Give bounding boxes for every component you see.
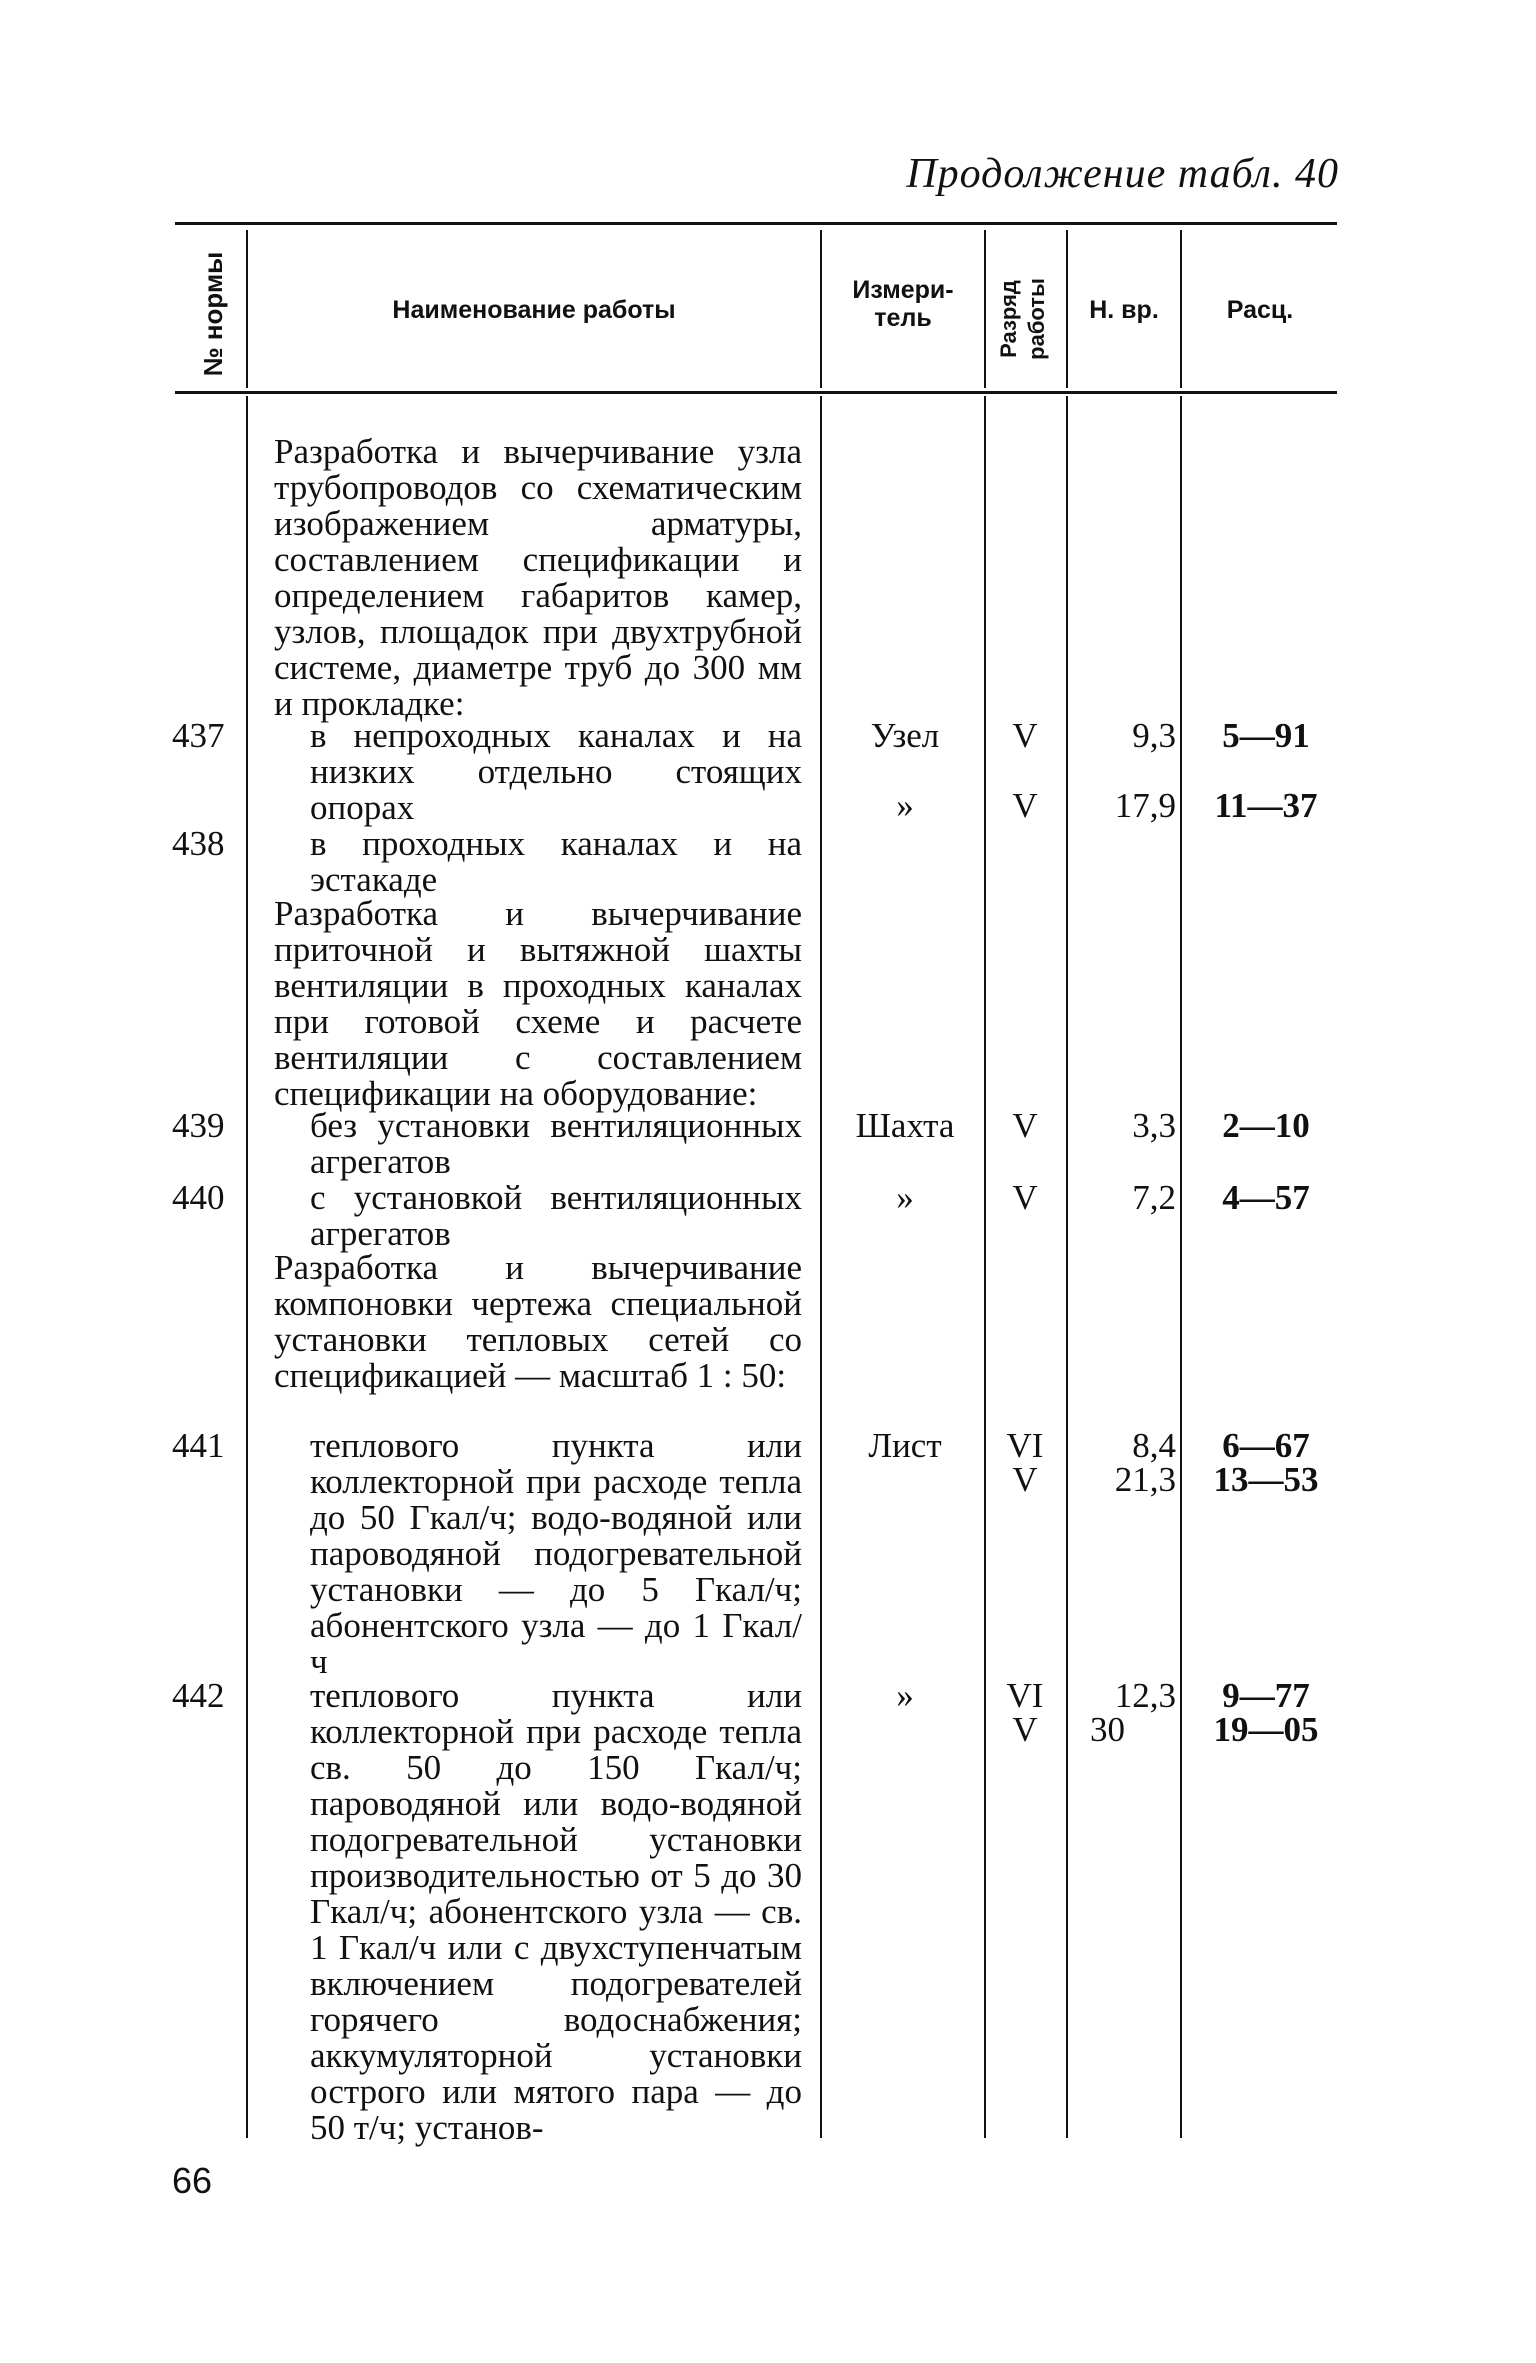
header-grade: Разряд работы	[996, 278, 1049, 360]
norm-number: 438	[172, 824, 225, 863]
rate-value: 5—91	[1222, 716, 1310, 755]
header-bottom-rule	[175, 391, 1337, 394]
header-work-name: Наименование работы	[392, 296, 676, 324]
hours-value: 9,3	[1132, 716, 1176, 755]
body-divider-4	[1066, 396, 1068, 2138]
rate-value-second: 13—53	[1213, 1460, 1319, 1499]
header-top-rule	[175, 222, 1337, 225]
unit-value: »	[896, 786, 914, 825]
col-divider-1	[246, 230, 248, 388]
hours-value-second: 30	[1090, 1710, 1125, 1749]
body-divider-3	[984, 396, 986, 2138]
section-intro-pipe-node: Разработка и вычерчивание узла трубопроводов со схематическим изображением арматуры, составлением спецификации и определением габаритов камер, узлов, площадок при двухтрубной системе, диаметре труб до 300 мм и прокладке:	[274, 432, 802, 723]
rate-value: 9—77	[1222, 1676, 1310, 1715]
section-intro-heat-installation: Разработка и вычерчивание компоновки чертежа специальной установки тепловых сетей со спецификацией — масштаб 1 : 50:	[274, 1248, 802, 1395]
header-hours: Н. вр.	[1089, 296, 1159, 324]
grade-value: V	[1012, 786, 1038, 825]
page-number: 66	[172, 2160, 213, 2201]
grade-value-second: V	[1012, 1460, 1038, 1499]
header-rate: Расц.	[1226, 296, 1294, 324]
grade-value: V	[1012, 716, 1038, 755]
norm-number: 437	[172, 716, 225, 755]
norm-number: 442	[172, 1676, 225, 1715]
rate-value: 6—67	[1222, 1426, 1310, 1465]
hours-value-second: 21,3	[1114, 1460, 1176, 1499]
rate-value: 4—57	[1222, 1178, 1310, 1217]
hours-value: 17,9	[1114, 786, 1176, 825]
hours-value: 7,2	[1132, 1178, 1176, 1217]
col-divider-5	[1180, 230, 1182, 388]
work-description: с установкой вентиляционных агрегатов	[310, 1178, 802, 1253]
grade-value: V	[1012, 1106, 1038, 1145]
norm-number: 441	[172, 1426, 225, 1465]
body-divider-2	[820, 396, 822, 2138]
grade-value: VI	[1006, 1426, 1044, 1465]
col-divider-4	[1066, 230, 1068, 388]
unit-value: »	[896, 1178, 914, 1217]
norm-number: 439	[172, 1106, 225, 1145]
unit-value: Лист	[868, 1426, 942, 1465]
table-caption: Продолжение табл. 40	[906, 151, 1339, 197]
rate-value: 2—10	[1222, 1106, 1310, 1145]
work-description: в проходных каналах и на эстакаде	[310, 824, 802, 899]
col-divider-3	[984, 230, 986, 388]
grade-value-second: V	[1012, 1710, 1038, 1749]
unit-value: Шахта	[855, 1106, 955, 1145]
header-norm-no: № нормы	[198, 251, 228, 377]
body-divider-5	[1180, 396, 1182, 2138]
grade-value: VI	[1006, 1676, 1044, 1715]
body-divider-1	[246, 396, 248, 2138]
col-divider-2	[820, 230, 822, 388]
section-intro-ventilation: Разработка и вычерчивание приточной и вытяжной шахты вентиляции в проходных каналах при готовой схеме и расчете вентиляции с составлением спецификации на оборудование:	[274, 894, 802, 1113]
header-unit: Измери- тель	[852, 276, 954, 332]
hours-value: 8,4	[1132, 1426, 1176, 1465]
work-description: без установки вентиляционных агрегатов	[310, 1106, 802, 1181]
unit-value: »	[896, 1676, 914, 1715]
norm-number: 440	[172, 1178, 225, 1217]
work-description: в непроходных каналах и на низких отдельно стоящих опорах	[310, 716, 802, 827]
unit-value: Узел	[870, 716, 940, 755]
hours-value: 12,3	[1114, 1676, 1176, 1715]
work-description: теплового пункта или коллекторной при расходе тепла св. 50 до 150 Гкал/ч; пароводяной или водо-водяной подогревательной установки производительностью от 5 до 30 Гкал/ч; абонентского узла — св. 1 Гкал/ч или с двухступенчатым включением подогревателей горячего водоснабжения; аккумуляторной установки острого или мятого пара — до 50 т/ч; установ-	[310, 1676, 802, 2147]
work-description: теплового пункта или коллекторной при расходе тепла до 50 Гкал/ч; водо-водяной или пароводяной подогревательной установки — до 5 Гкал/ч; абонентского узла — до 1 Гкал/ч	[310, 1426, 802, 1681]
grade-value: V	[1012, 1178, 1038, 1217]
rate-value-second: 19—05	[1213, 1710, 1319, 1749]
hours-value: 3,3	[1132, 1106, 1176, 1145]
rate-value: 11—37	[1214, 786, 1318, 825]
